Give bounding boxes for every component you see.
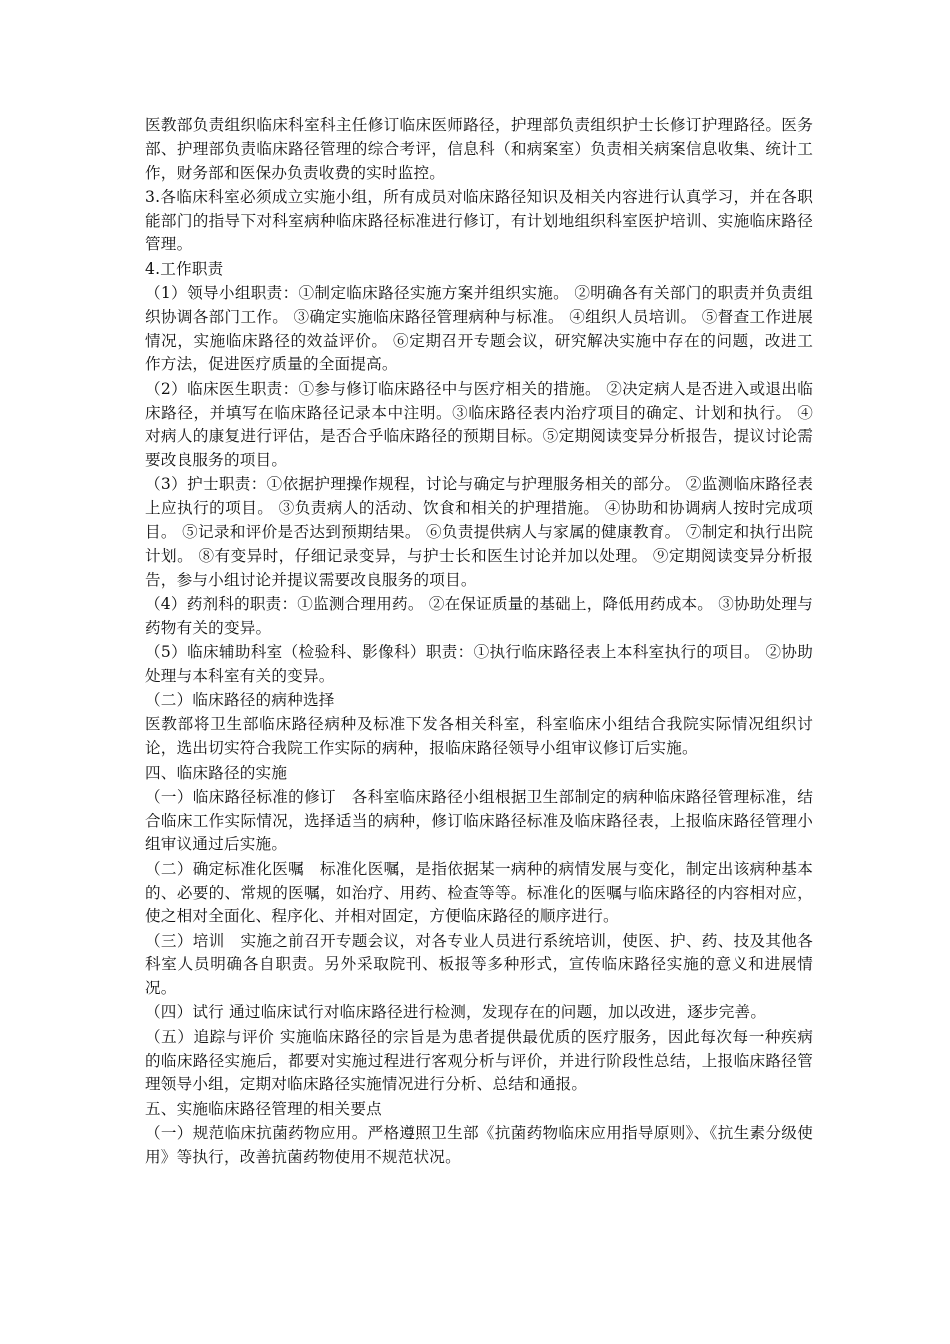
section-heading-disease-selection: （二）临床路径的病种选择 [145, 691, 335, 710]
paragraph-antibiotics: （一）规范临床抗菌药物应用。严格遵照卫生部《抗菌药物临床应用指导原则》、《抗生素分级使用》等执行，改善抗菌药物使用不规范状况。 [145, 1123, 813, 1166]
paragraph-2: 3.各临床科室必须成立实施小组，所有成员对临床路径知识及相关内容进行认真学习，并在各职能部门的指导下对科室病种临床路径标准进行修订，有计划地组织科室医护培训、实施临床路径管理。 [145, 187, 813, 254]
section-heading-4: 4.工作职责 [145, 259, 224, 278]
paragraph-training: （三）培训 实施之前召开专题会议，对各专业人员进行系统培训，使医、护、药、技及其他各科室人员明确各自职责。另外采取院刊、板报等多种形式，宣传临床路径实施的意义和进展情况。 [145, 931, 813, 998]
paragraph-disease-selection: 医教部将卫生部临床路径病种及标准下发各相关科室，科室临床小组结合我院实际情况组织讨论，选出切实符合我院工作实际的病种，报临床路径领导小组审议修订后实施。 [145, 715, 813, 758]
paragraph-standard-orders: （二）确定标准化医嘱 标准化医嘱，是指依据某一病种的病情发展与变化，制定出该病种基本的、必要的、常规的医嘱，如治疗、用药、检查等等。标准化的医嘱与临床路径的内容相对应，使之相对全面化、程序化、并相对固定，方便临床路径的顺序进行。 [145, 859, 813, 926]
paragraph-auxiliary: （5）临床辅助科室（检验科、影像科）职责：①执行临床路径表上本科室执行的项目。 ②协助处理与本科室有关的变异。 [145, 643, 813, 685]
paragraph-standard-revision: （一）临床路径标准的修订 各科室临床路径小组根据卫生部制定的病种临床路径管理标准，结合临床工作实际情况，选择适当的病种，修订临床路径标准及临床路径表，上报临床路径管理小组审议通过后实施。 [145, 787, 813, 854]
paragraph-doctor: （2）临床医生职责：①参与修订临床路径中与医疗相关的措施。 ②决定病人是否进入或退出临床路径，并填写在临床路径记录本中注明。③临床路径表内治疗项目的确定、计划和执行。 ④对病人的康复进行评估，是否合乎临床路径的预期目标。⑤定期阅读变异分析报告，提议讨论需要改良服务的项目。 [145, 379, 813, 470]
paragraph-tracking: （五）追踪与评价 实施临床路径的宗旨是为患者提供最优质的医疗服务，因此每次每一种疾病的临床路径实施后，都要对实施过程进行客观分析与评价，并进行阶段性总结，上报临床路径管理领导小组，定期对临床路径实施情况进行分析、总结和通报。 [145, 1027, 813, 1094]
paragraph-pharmacy: （4）药剂科的职责：①监测合理用药。 ②在保证质量的基础上，降低用药成本。 ③协助处理与药物有关的变异。 [145, 594, 813, 637]
paragraph-1: 医教部负责组织临床科室科主任修订临床医师路径，护理部负责组织护士长修订护理路径。医务部、护理部负责临床路径管理的综合考评，信息科（和病案室）负责相关病案信息收集、统计工作，财务部和医保办负责收费的实时监控。 [145, 116, 813, 182]
section-heading-key-points: 五、实施临床路径管理的相关要点 [145, 1099, 382, 1118]
section-heading-implementation: 四、临床路径的实施 [145, 763, 288, 782]
paragraph-trial: （四）试行 通过临床试行对临床路径进行检测，发现存在的问题，加以改进，逐步完善。 [145, 1003, 767, 1022]
document-body [145, 114, 813, 1170]
paragraph-nurse: （3）护士职责：①依据护理操作规程，讨论与确定与护理服务相关的部分。 ②监测临床路径表上应执行的项目。 ③负责病人的活动、饮食和相关的护理措施。 ④协助和协调病人按时完成项目。 ⑤记录和评价是否达到预期结果。 ⑥负责提供病人与家属的健康教育。 ⑦制定和执行出院计划。 ⑧有变异时，仔细记录变异，与护士长和医生讨论并加以处理。 ⑨定期阅读变异分析报告，参与小组讨论并提议需要改良服务的项目。 [145, 475, 813, 589]
paragraph-leader-group: （1）领导小组职责：①制定临床路径实施方案并组织实施。 ②明确各有关部门的职责并负责组织协调各部门工作。 ③确定实施临床路径管理病种与标准。 ④组织人员培训。 ⑤督查工作进展情况，实施临床路径的效益评价。 ⑥定期召开专题会议，研究解决实施中存在的问题，改进工作方法，促进医疗质量的全面提高。 [145, 284, 813, 374]
